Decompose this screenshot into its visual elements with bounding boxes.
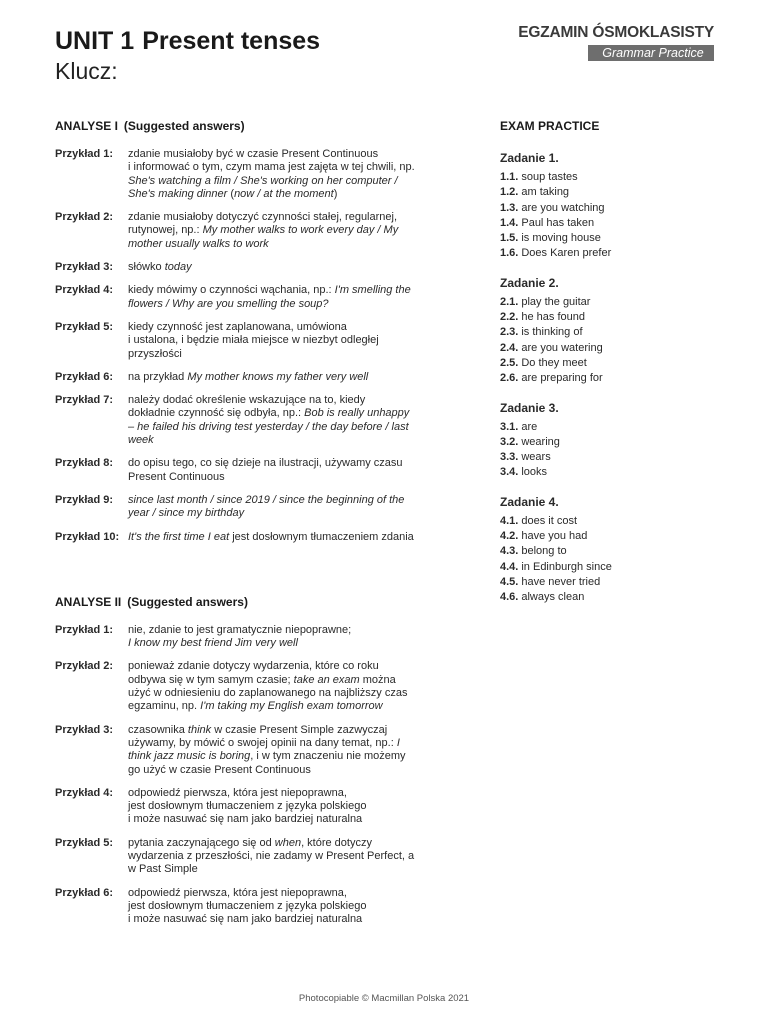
answer-item-label: Przykład 7: <box>55 394 114 407</box>
exam-answer <box>500 216 720 231</box>
exam-answer <box>500 420 720 435</box>
exam-answer-number: 1.2. <box>500 186 519 199</box>
page-subtitle: Klucz: <box>55 58 118 84</box>
exam-answer-text: always clean <box>521 591 585 604</box>
exam-answer-text: have never tried <box>521 575 601 588</box>
exam-answer <box>500 341 720 356</box>
answer-item-label: Przykład 5: <box>55 836 114 849</box>
answer-item-label: Przykład 3: <box>55 261 114 274</box>
answer-item <box>55 531 415 544</box>
exam-answer-text: soup tastes <box>521 171 578 183</box>
answer-item <box>55 321 415 361</box>
exam-answer-text: looks <box>521 466 548 479</box>
exam-practice-heading: EXAM PRACTICE <box>500 119 600 133</box>
exam-answer-text: does it cost <box>521 514 577 527</box>
answer-item-text: kiedy mówimy o czynności wąchania, np.: I'm smelling the flowers / Why are you smelling the soup? <box>128 284 411 310</box>
answer-item-text: nie, zdanie to jest gramatycznie niepoprawne; I know my best friend Jim very well <box>128 623 352 650</box>
exam-answer <box>500 185 720 200</box>
unit-title <box>55 26 320 56</box>
exam-answer-number: 2.6. <box>500 372 519 385</box>
exam-answer-number: 4.2. <box>500 530 519 543</box>
exam-answer-number: 3.4. <box>500 466 519 479</box>
exam-answer-text: are <box>521 420 538 433</box>
answers-left-column <box>55 118 415 936</box>
exam-answer <box>500 295 720 310</box>
exam-task-title: Zadanie 2. <box>500 275 559 290</box>
answer-item-text: since last month / since 2019 / since the beginning of the year / since my birthday <box>128 493 405 520</box>
exam-answer-text: is moving house <box>521 232 601 245</box>
answer-item-text: pytania zaczynającego się od when, które dotyczy wydarzenia z przeszłości, nie zadamy w Present Perfect, a w Past Simple <box>128 836 415 876</box>
answer-item-label: Przykład 6: <box>55 886 114 899</box>
exam-answer-text: are you watching <box>521 201 605 214</box>
analyse2-title: ANALYSE II <box>55 594 122 609</box>
exam-answer <box>500 435 720 450</box>
answer-item <box>55 394 415 447</box>
answer-item-text: It's the first time I eat jest dosłownym tłumaczeniem zdania <box>128 530 414 543</box>
exam-answer <box>500 450 720 465</box>
answer-item <box>55 724 415 777</box>
analyse2-heading <box>55 594 415 610</box>
answer-item-text: zdanie musiałoby być w czasie Present Continuous i informować o tym, czym mama jest zajęta w tej chwili, np. She's watching a film / She's working on her computer / She's making dinner (now / at the moment) <box>128 148 415 200</box>
exam-answer-text: he has found <box>521 311 585 324</box>
exam-answer-number: 2.5. <box>500 356 519 369</box>
exam-answer-text: are you watering <box>521 341 603 354</box>
exam-answer-number: 1.1. <box>500 171 519 183</box>
answer-item-label: Przykład 2: <box>55 211 114 224</box>
exam-answer-number: 4.4. <box>500 560 519 573</box>
answer-item-text: na przykład My mother knows my father very well <box>128 370 369 383</box>
analyse2-list <box>55 624 415 927</box>
exam-answer <box>500 201 720 216</box>
answer-item-label: Przykład 6: <box>55 370 114 383</box>
exam-answer <box>500 371 720 386</box>
answer-item-label: Przykład 1: <box>55 623 114 636</box>
unit-label: UNIT 1 <box>55 27 135 55</box>
exam-answer-number: 3.3. <box>500 451 519 464</box>
answer-item-text: zdanie musiałoby dotyczyć czynności stałej, regularnej, rutynowej, np.: My mother walks to work every day / My mother usually walks to work <box>128 211 399 250</box>
page-header <box>55 26 320 85</box>
answer-item-text: czasownika think w czasie Present Simple zazwyczaj używamy, by mówić o swojej opinii na dany temat, np.: I think jazz music is boring, i w tym znaczeniu nie możemy go użyć w czasie Present Continuous <box>128 723 406 776</box>
answer-item-text: odpowiedź pierwsza, która jest niepoprawna, jest dosłownym tłumaczeniem z języka polskiego i może nasuwać się nam jako bardziej naturalna <box>128 786 367 826</box>
answer-item-label: Przykład 3: <box>55 723 114 736</box>
exam-answer-number: 2.2. <box>500 311 519 324</box>
exam-answer <box>500 544 720 559</box>
answer-item <box>55 371 415 384</box>
exam-answer <box>500 465 720 480</box>
answer-item-text: słówko today <box>128 261 192 274</box>
exam-answer-text: Do they meet <box>521 356 587 369</box>
brand-subtitle: Grammar Practice <box>588 45 714 61</box>
answer-item <box>55 787 415 827</box>
analyse2-note: (Suggested answers) <box>127 594 248 609</box>
exam-task-title: Zadanie 4. <box>500 494 559 509</box>
exam-tasks <box>500 151 720 606</box>
exam-answer-text: have you had <box>521 530 588 543</box>
exam-answer <box>500 170 720 185</box>
exam-task <box>500 495 720 606</box>
answer-item <box>55 660 415 713</box>
answer-item-text: należy dodać określenie wskazujące na to, kiedy dokładnie czynność się odbyła, np.: Bob is really unhappy – he failed his driving test yesterday / the day before / last week <box>128 394 410 447</box>
answer-item-text: ponieważ zdanie dotyczy wydarzenia, które co roku odbywa się w tym samym czasie; take an exam można użyć w odniesieniu do zaplanowanego na najbliższy czas egzaminu, np. I'm taking my English exam tomorrow <box>128 660 408 713</box>
analyse1-title: ANALYSE I <box>55 119 118 133</box>
answer-item-label: Przykład 9: <box>55 493 114 506</box>
exam-answer <box>500 575 720 590</box>
exam-task-title: Zadanie 1. <box>500 151 559 165</box>
exam-answer-text: Does Karen prefer <box>521 247 612 260</box>
exam-answer <box>500 325 720 340</box>
exam-answer-text: wears <box>521 451 551 464</box>
exam-answer-number: 3.1. <box>500 420 519 433</box>
brand-title: EGZAMIN ÓSMOKLASISTY <box>518 24 714 41</box>
brand-block <box>504 24 714 62</box>
answer-item-label: Przykład 4: <box>55 284 114 297</box>
answer-item-text: kiedy czynność jest zaplanowana, umówiona i ustalona, i będzie miała miejsce w niezbyt odległej przyszłości <box>128 320 379 360</box>
exam-answer <box>500 310 720 325</box>
answer-item <box>55 284 415 311</box>
exam-answer <box>500 560 720 575</box>
answer-item <box>55 148 415 201</box>
answer-item-label: Przykład 4: <box>55 786 114 799</box>
answer-item <box>55 837 415 877</box>
answer-item <box>55 261 415 274</box>
answer-item-text: do opisu tego, co się dzieje na ilustracji, używamy czasu Present Continuous <box>128 457 403 483</box>
exam-answer-number: 4.3. <box>500 545 519 558</box>
analyse1-heading <box>55 118 415 134</box>
analyse1-list <box>55 148 415 544</box>
exam-answer-text: is thinking of <box>521 326 583 339</box>
exam-answer-text: are preparing for <box>521 372 603 385</box>
answer-item <box>55 457 415 484</box>
exam-answer-text: play the guitar <box>521 295 591 308</box>
exam-answer-number: 2.1. <box>500 295 519 308</box>
exam-answer <box>500 231 720 246</box>
exam-answer-text: am taking <box>521 186 570 199</box>
answer-item-text: odpowiedź pierwsza, która jest niepoprawna, jest dosłownym tłumaczeniem z języka polskiego i może nasuwać się nam jako bardziej naturalna <box>128 886 367 926</box>
exam-answer-number: 4.1. <box>500 514 519 527</box>
exam-answer-number: 1.4. <box>500 216 519 229</box>
exam-answer-number: 1.6. <box>500 247 519 260</box>
analyse1-note: (Suggested answers) <box>123 119 245 133</box>
exam-answer-text: wearing <box>521 435 560 448</box>
exam-answer <box>500 246 720 261</box>
exam-answer <box>500 590 720 605</box>
answer-item <box>55 887 415 927</box>
answer-item-label: Przykład 10: <box>55 530 120 543</box>
page-footer: Photocopiable © Macmillan Polska 2021 <box>298 993 470 1004</box>
exam-answer <box>500 356 720 371</box>
answer-item <box>55 624 415 651</box>
answer-item <box>55 494 415 521</box>
exam-answer-number: 1.3. <box>500 201 519 214</box>
exam-task <box>500 276 720 387</box>
answer-item-label: Przykład 8: <box>55 457 114 470</box>
answer-item-label: Przykład 1: <box>55 148 114 160</box>
exam-answer-text: Paul has taken <box>521 216 595 229</box>
answer-item <box>55 211 415 251</box>
exam-task-title: Zadanie 3. <box>500 400 559 415</box>
exam-answer <box>500 529 720 544</box>
exam-answer-number: 2.4. <box>500 341 519 354</box>
exam-answer-number: 4.5. <box>500 575 519 588</box>
exam-answer <box>500 514 720 529</box>
exam-answer-number: 2.3. <box>500 326 519 339</box>
unit-topic: Present tenses <box>142 27 321 55</box>
exam-answer-text: in Edinburgh since <box>521 560 612 573</box>
exam-answer-text: belong to <box>521 545 567 558</box>
exam-answer-number: 4.6. <box>500 591 519 604</box>
exam-answer-number: 1.5. <box>500 232 519 245</box>
answer-item-label: Przykład 2: <box>55 660 114 673</box>
answer-item-label: Przykład 5: <box>55 320 114 333</box>
exam-task <box>500 151 720 262</box>
exam-answer-number: 3.2. <box>500 435 519 448</box>
exam-task <box>500 401 720 481</box>
exam-practice-column <box>500 118 720 620</box>
